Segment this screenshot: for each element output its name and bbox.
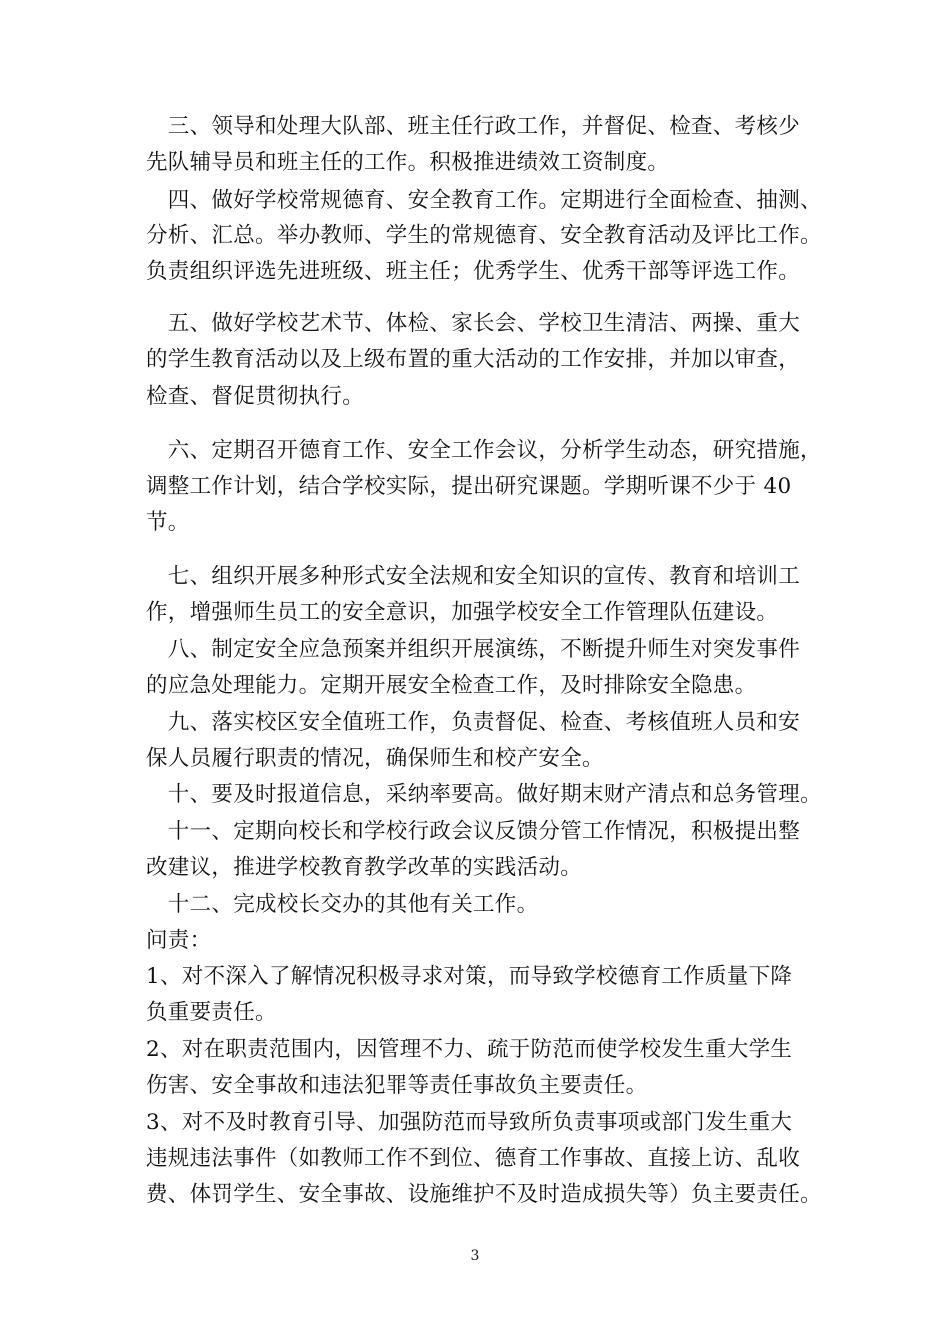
- text-line: 作，增强师生员工的安全意识，加强学校安全工作管理队伍建设。: [146, 600, 779, 625]
- text-line: 五、做好学校艺术节、体检、家长会、学校卫生清洁、两操、重大: [146, 311, 801, 336]
- text-line: 伤害、安全事故和违法犯罪等责任事故负主要责任。: [146, 1073, 648, 1098]
- text-line: 问责：: [146, 928, 212, 953]
- text-line: 调整工作计划，结合学校实际，提出研究课题。学期听课不少于 40: [146, 474, 792, 499]
- text-line: 十二、完成校长交办的其他有关工作。: [146, 892, 539, 917]
- text-line: 九、落实校区安全值班工作，负责督促、检查、考核值班人员和安: [146, 710, 801, 735]
- text-line: 八、制定安全应急预案并组织开展演练，不断提升师生对突发事件: [146, 637, 801, 662]
- text-line: 负重要责任。: [146, 1000, 277, 1025]
- text-line: 保人员履行职责的情况，确保师生和校产安全。: [146, 746, 604, 771]
- text-line: 负责组织评选先进班级、班主任；优秀学生、优秀干部等评选工作。: [146, 259, 801, 284]
- text-line: 三、领导和处理大队部、班主任行政工作，并督促、检查、考核少: [146, 114, 801, 139]
- text-line: 改建议，推进学校教育教学改革的实践活动。: [146, 855, 583, 880]
- text-line: 的学生教育活动以及上级布置的重大活动的工作安排，并加以审查，: [146, 347, 801, 372]
- text-line: 先队辅导员和班主任的工作。积极推进绩效工资制度。: [146, 150, 670, 175]
- text-line: 七、组织开展多种形式安全法规和安全知识的宣传、教育和培训工: [146, 564, 801, 589]
- text-line: 四、做好学校常规德育、安全教育工作。定期进行全面检查、抽测、: [146, 188, 822, 213]
- page-number: 3: [470, 1248, 480, 1264]
- text-line: 分析、汇总。举办教师、学生的常规德育、安全教育活动及评比工作。: [146, 223, 822, 248]
- text-line: 违规违法事件（如教师工作不到位、德育工作事故、直接上访、乱收: [146, 1146, 801, 1171]
- text-line: 的应急处理能力。定期开展安全检查工作，及时排除安全隐患。: [146, 673, 757, 698]
- text-line: 1、对不深入了解情况积极寻求对策，而导致学校德育工作质量下降: [146, 964, 793, 989]
- text-line: 节。: [146, 510, 190, 535]
- text-line: 六、定期召开德育工作、安全工作会议，分析学生动态，研究措施，: [146, 438, 822, 463]
- text-line: 3、对不及时教育引导、加强防范而导致所负责事项或部门发生重大: [146, 1110, 793, 1135]
- text-line: 2、对在职责范围内，因管理不力、疏于防范而使学校发生重大学生: [146, 1037, 793, 1062]
- text-line: 费、体罚学生、安全事故、设施维护不及时造成损失等）负主要责任。: [146, 1182, 822, 1207]
- text-line: 检查、督促贯彻执行。: [146, 384, 365, 409]
- text-line: 十、要及时报道信息，采纳率要高。做好期末财产清点和总务管理。: [146, 782, 822, 807]
- text-line: 十一、定期向校长和学校行政会议反馈分管工作情况，积极提出整: [146, 819, 801, 844]
